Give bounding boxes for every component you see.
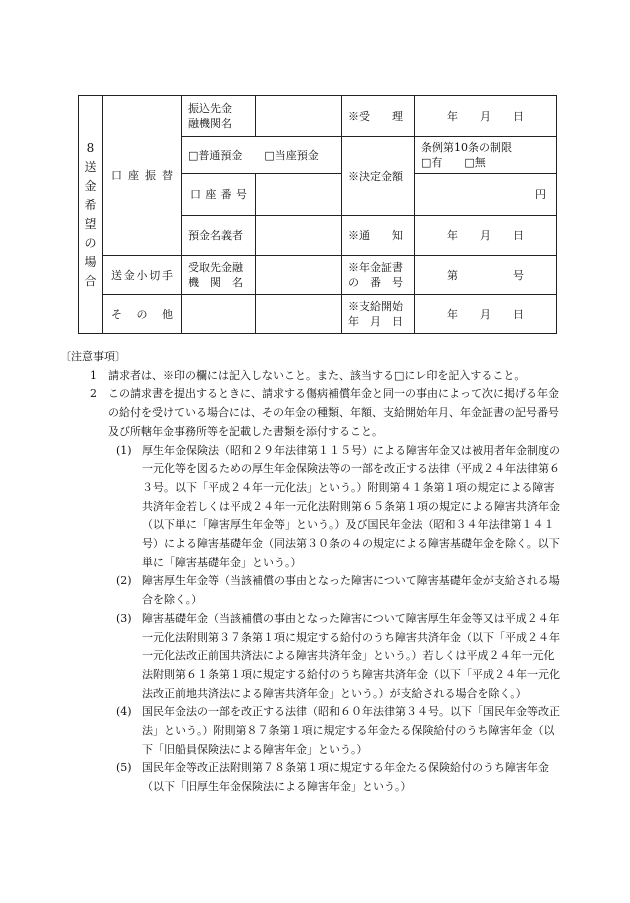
notice-label: ※通 知 bbox=[342, 216, 415, 256]
note-item: 1 請求者は、※印の欄には記入しないこと。また、該当する□にレ印を記入すること。 bbox=[90, 368, 526, 382]
payment-start-date: 年 月 日 bbox=[415, 295, 557, 334]
pension-cert-label: ※年金証書 の 番 号 bbox=[342, 256, 415, 295]
account-holder-label: 預金名義者 bbox=[182, 216, 256, 256]
receipt-label: ※受 理 bbox=[342, 96, 415, 137]
note-subitem: (2) 障害厚生年金等（当該補償の事由となった障害について障害基礎年金が支給される場合を除く。） bbox=[116, 574, 560, 607]
sonota-field-1[interactable] bbox=[182, 295, 256, 334]
notice-date: 年 月 日 bbox=[415, 216, 557, 256]
remittance-form-table bbox=[78, 95, 557, 334]
account-type-checkboxes[interactable]: □普通預金 □当座預金 bbox=[182, 137, 342, 174]
note-subitem: (4) 国民年金法の一部を改正する法律（昭和６０年法律第３４号。以下「国民年金等改正法」という。）附則第８７条第１項に規定する年金たる保険給付のうち障害年金（以下「旧船員保険法による障害年金」という。） bbox=[116, 705, 560, 756]
receiving-bank-field[interactable] bbox=[256, 256, 342, 295]
section-8-label: 8 送 金 希 望 の 場 合 bbox=[79, 96, 103, 334]
yen-unit: 円 bbox=[415, 174, 557, 216]
restriction-checkboxes[interactable]: □有 □無 bbox=[421, 156, 486, 169]
note-subitem: (5) 国民年金等改正法附則第７８条第１項に規定する年金たる保険給付のうち障害年金（以下「旧厚生年金保険法による障害年金」という。） bbox=[116, 761, 549, 794]
pension-cert-number: 第 号 bbox=[415, 256, 557, 295]
note-subitem: (1) 厚生年金保険法（昭和２９年法律第１１５号）による障害年金又は被用者年金制度の一元化等を図るための厚生年金保険法等の一部を改正する法律（平成２４年法律第６３号。以下「平成２４年一元化法」という。）附則第４１条第１項の規定による障害共済年金若しくは平成２４年一元化法附則第６５条第１項の規定による障害共済年金（以下単に「障害厚生年金等」という。）及び国民年金法（昭和３４年法律第１４１号）による障害基礎年金（同法第３０条の４の規定による障害基礎年金を除く。以下単に「障害基礎年金」という。） bbox=[116, 443, 560, 569]
receipt-date: 年 月 日 bbox=[415, 96, 557, 137]
account-number-label: 口座番号 bbox=[182, 174, 256, 216]
payment-start-label: ※支給開始 年 月 日 bbox=[342, 295, 415, 334]
account-number-field[interactable] bbox=[256, 174, 342, 216]
account-holder-field[interactable] bbox=[256, 216, 342, 256]
restriction-text: 条例第10条の制限 bbox=[421, 141, 512, 154]
notes-section bbox=[60, 348, 560, 797]
row-label-sonota: その他 bbox=[103, 295, 182, 334]
note-subitem: (3) 障害基礎年金（当該補償の事由となった障害について障害厚生年金等又は平成２４年一元化法附則第３７条第１項に規定する給付のうち障害共済年金（以下「平成２４年一元化法改正前国共済法による障害共済年金」という。）若しくは平成２４年一元化法附則第６１条第１項に規定する給付のうち障害共済年金（以下「平成２４年一元化法改正前地共済法による障害共済年金」という。）が支給される場合を除く。） bbox=[116, 611, 560, 700]
note-item: 2 この請求書を提出するときに、請求する傷病補償年金と同一の事由によって次に掲げる年金の給付を受けている場合には、その年金の種類、年額、支給開始年月、年金証書の記号番号及び所轄年金事務所等を記載した書類を添付すること。 bbox=[90, 387, 559, 438]
notes-heading: 〔注意事項〕 bbox=[60, 350, 126, 363]
restriction-cell bbox=[415, 137, 557, 174]
row-label-kouza-furikae: 口座振替 bbox=[103, 96, 182, 256]
furikomi-bank-label: 振込先金 融機関名 bbox=[182, 96, 256, 137]
decision-amount-label: ※決定金額 bbox=[342, 137, 415, 216]
furikomi-bank-field[interactable] bbox=[256, 96, 342, 137]
sonota-field-2[interactable] bbox=[256, 295, 342, 334]
receiving-bank-label: 受取先金融 機 関 名 bbox=[182, 256, 256, 295]
row-label-kogitte: 送金小切手 bbox=[103, 256, 182, 295]
